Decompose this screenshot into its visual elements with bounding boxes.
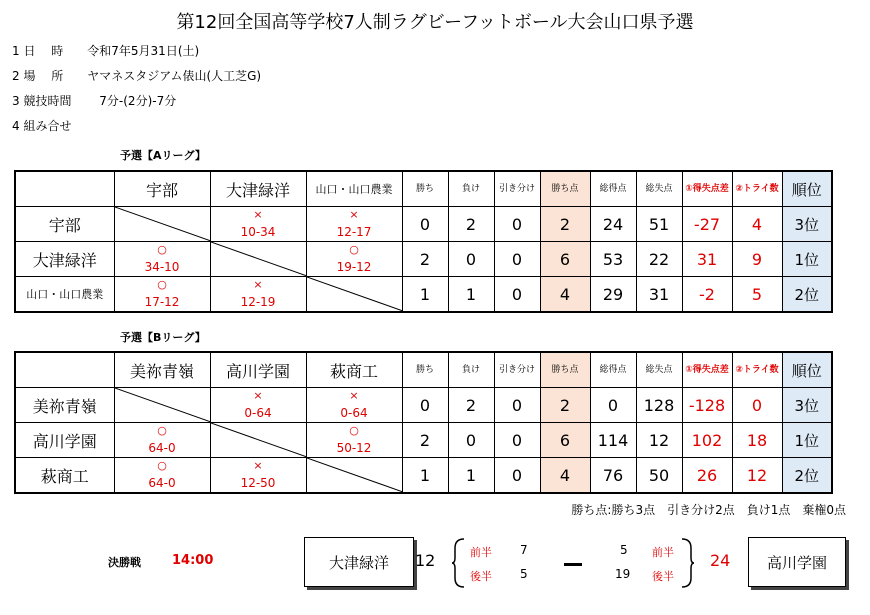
right-bracket: [680, 538, 694, 588]
stat-cell: 128: [636, 388, 682, 423]
final-team2: 高川学園: [748, 537, 846, 587]
self-match-cell: [210, 423, 306, 458]
self-match-cell: [306, 458, 402, 494]
t2-second-half-score: 19: [615, 567, 631, 581]
stat-cell: 1: [402, 277, 448, 313]
stat-header: 総得点: [590, 352, 636, 388]
final-label: 決勝戦: [108, 556, 141, 569]
stat-cell: 4: [540, 277, 590, 313]
result-mark: ×: [253, 459, 263, 472]
stat-cell: 22: [636, 242, 682, 277]
stat-header: 総失点: [636, 171, 682, 207]
final-score1: 12: [415, 551, 436, 570]
stat-cell: 2: [402, 423, 448, 458]
stat-cell: 0: [402, 388, 448, 423]
t1-first-half-label: 前半: [470, 546, 492, 559]
league-a-label: 予選【Aリーグ】: [120, 149, 206, 162]
stat-cell: 1: [402, 458, 448, 494]
result-score: 19-12: [336, 260, 372, 274]
stat-cell: 2位: [782, 277, 832, 313]
stat-cell: 0: [448, 423, 494, 458]
stat-header: 引き分け: [494, 171, 540, 207]
result-score: 12-50: [240, 476, 276, 490]
result-mark: ○: [157, 459, 167, 472]
match-result-cell: [210, 458, 306, 494]
result-score: 50-12: [336, 441, 372, 455]
result-score: 12-17: [336, 225, 372, 239]
stat-cell: 0: [732, 388, 782, 423]
stat-cell: -128: [682, 388, 732, 423]
row-team-name: 宇部: [15, 207, 114, 242]
result-mark: ○: [349, 243, 359, 256]
info-pairing: 4 組み合せ: [12, 119, 72, 133]
league-a-table: [14, 170, 833, 313]
stat-header: ①得失点差: [682, 352, 732, 388]
col-team-header: 美祢青嶺: [114, 352, 210, 388]
corner-cell: [15, 352, 114, 388]
info-date: 1 日 時 令和7年5月31日(土): [12, 44, 200, 58]
stat-cell: 2: [448, 388, 494, 423]
match-result-cell: [306, 207, 402, 242]
result-score: 64-0: [148, 441, 176, 455]
match-result-cell: [114, 277, 210, 313]
table-row: [15, 207, 832, 242]
final-team1: 大津緑洋: [304, 537, 414, 587]
table-row: [15, 242, 832, 277]
stat-cell: 12: [732, 458, 782, 494]
corner-cell: [15, 171, 114, 207]
result-score: 0-64: [340, 406, 368, 420]
stat-cell: 1位: [782, 242, 832, 277]
self-match-cell: [114, 388, 210, 423]
stat-cell: 3位: [782, 388, 832, 423]
stat-cell: 51: [636, 207, 682, 242]
stat-cell: 0: [494, 207, 540, 242]
col-team-header: 大津緑洋: [210, 171, 306, 207]
row-team-name: 萩商工: [15, 458, 114, 494]
stat-cell: 0: [494, 458, 540, 494]
stat-cell: 12: [636, 423, 682, 458]
match-result-cell: [306, 242, 402, 277]
stat-header: 総得点: [590, 171, 636, 207]
left-bracket: [452, 538, 466, 588]
result-mark: ×: [253, 278, 263, 291]
stat-cell: 1: [448, 458, 494, 494]
stat-header: ①得失点差: [682, 171, 732, 207]
stat-cell: -2: [682, 277, 732, 313]
row-team-name: 大津緑洋: [15, 242, 114, 277]
stat-cell: 31: [682, 242, 732, 277]
stat-cell: 0: [494, 423, 540, 458]
stat-header: 勝ち: [402, 171, 448, 207]
result-score: 10-34: [240, 225, 276, 239]
match-result-cell: [306, 388, 402, 423]
col-team-header: 山口・山口農業: [306, 171, 402, 207]
stat-cell: -27: [682, 207, 732, 242]
table-row: [15, 423, 832, 458]
stat-cell: 2位: [782, 458, 832, 494]
result-score: 17-12: [144, 295, 180, 309]
stat-header: 勝ち点: [540, 352, 590, 388]
result-mark: ×: [253, 208, 263, 221]
stat-cell: 2: [540, 207, 590, 242]
stat-cell: 0: [448, 242, 494, 277]
stat-cell: 2: [402, 242, 448, 277]
stat-cell: 0: [590, 388, 636, 423]
result-mark: ×: [349, 208, 359, 221]
stat-cell: 26: [682, 458, 732, 494]
stat-cell: 114: [590, 423, 636, 458]
final-time: 14:00: [172, 553, 214, 568]
stat-cell: 2: [540, 388, 590, 423]
t2-first-half-label: 前半: [652, 546, 674, 559]
row-team-name: 美祢青嶺: [15, 388, 114, 423]
t2-first-half-score: 5: [620, 543, 628, 557]
match-result-cell: [210, 277, 306, 313]
t1-second-half-label: 後半: [470, 570, 492, 583]
stat-header: 負け: [448, 352, 494, 388]
stat-cell: 0: [402, 207, 448, 242]
stat-header: 総失点: [636, 352, 682, 388]
table-row: [15, 277, 832, 313]
match-result-cell: [114, 458, 210, 494]
result-mark: ○: [157, 424, 167, 437]
info-duration: 3 競技時間 7分-(2分)-7分: [12, 94, 177, 108]
stat-cell: 4: [732, 207, 782, 242]
t2-second-half-label: 後半: [652, 570, 674, 583]
stat-header: ②トライ数: [732, 171, 782, 207]
stat-header: 順位: [782, 171, 832, 207]
row-team-name: 高川学園: [15, 423, 114, 458]
stat-cell: 18: [732, 423, 782, 458]
self-match-cell: [114, 207, 210, 242]
result-score: 12-19: [240, 295, 276, 309]
stat-cell: 50: [636, 458, 682, 494]
stat-cell: 0: [494, 242, 540, 277]
stat-header: 引き分け: [494, 352, 540, 388]
match-result-cell: [306, 423, 402, 458]
stat-cell: 53: [590, 242, 636, 277]
stat-cell: 1: [448, 277, 494, 313]
self-match-cell: [210, 242, 306, 277]
stat-cell: 6: [540, 242, 590, 277]
match-result-cell: [114, 423, 210, 458]
info-venue: 2 場 所 ヤマネスタジアム俵山(人工芝G): [12, 69, 262, 83]
stat-cell: 5: [732, 277, 782, 313]
table-row: [15, 388, 832, 423]
stat-cell: 29: [590, 277, 636, 313]
stat-header: ②トライ数: [732, 352, 782, 388]
result-mark: ×: [349, 389, 359, 402]
points-legend: 勝ち点:勝ち3点 引き分け2点 負け1点 棄権0点: [571, 503, 846, 517]
match-result-cell: [210, 207, 306, 242]
row-team-name: 山口・山口農業: [15, 277, 114, 313]
result-score: 34-10: [144, 260, 180, 274]
stat-cell: 31: [636, 277, 682, 313]
t1-second-half-score: 5: [520, 567, 528, 581]
t1-first-half-score: 7: [520, 543, 528, 557]
stat-cell: 76: [590, 458, 636, 494]
league-b-label: 予選【Bリーグ】: [120, 331, 206, 344]
stat-cell: 102: [682, 423, 732, 458]
result-mark: ○: [157, 278, 167, 291]
col-team-header: 宇部: [114, 171, 210, 207]
page-title: 第12回全国高等学校7人制ラグビーフットボール大会山口県予選: [176, 12, 694, 33]
col-team-header: 萩商工: [306, 352, 402, 388]
match-result-cell: [210, 388, 306, 423]
result-score: 0-64: [244, 406, 272, 420]
col-team-header: 高川学園: [210, 352, 306, 388]
stat-cell: 0: [494, 277, 540, 313]
stat-header: 負け: [448, 171, 494, 207]
final-score2: 24: [710, 551, 731, 570]
stat-cell: 24: [590, 207, 636, 242]
result-mark: ×: [253, 389, 263, 402]
stat-cell: 1位: [782, 423, 832, 458]
league-b-table: [14, 351, 833, 494]
result-score: 64-0: [148, 476, 176, 490]
stat-cell: 3位: [782, 207, 832, 242]
result-mark: ○: [349, 424, 359, 437]
table-row: [15, 458, 832, 494]
stat-header: 勝ち: [402, 352, 448, 388]
stat-cell: 4: [540, 458, 590, 494]
match-result-cell: [114, 242, 210, 277]
stat-cell: 0: [494, 388, 540, 423]
stat-header: 順位: [782, 352, 832, 388]
stat-cell: 2: [448, 207, 494, 242]
stat-cell: 6: [540, 423, 590, 458]
stat-cell: 9: [732, 242, 782, 277]
result-mark: ○: [157, 243, 167, 256]
vs-dash: [564, 563, 582, 566]
self-match-cell: [306, 277, 402, 313]
stat-header: 勝ち点: [540, 171, 590, 207]
